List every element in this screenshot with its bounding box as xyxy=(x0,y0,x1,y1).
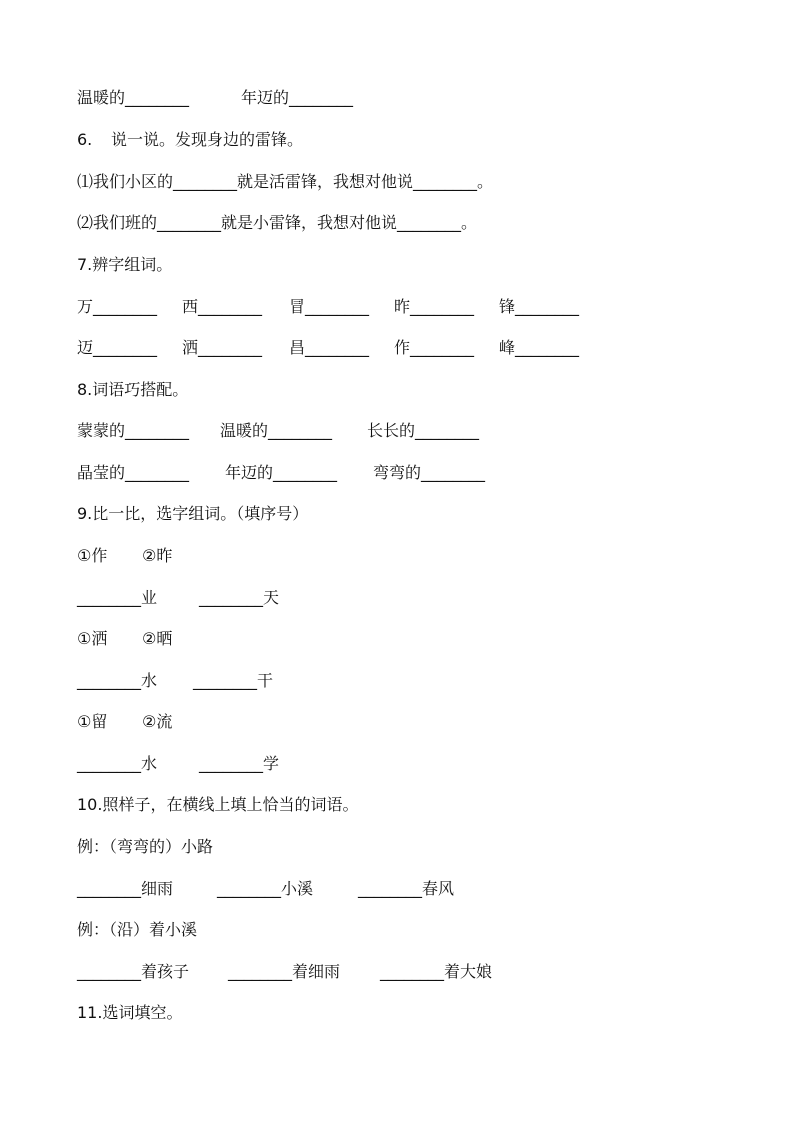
fill-blank: ________业 xyxy=(77,588,158,607)
fill-blank: ________水 xyxy=(77,671,158,690)
fill-blank: ________着孩子 xyxy=(77,962,190,981)
question-number: 6. xyxy=(77,130,93,149)
option-item: ②晒 xyxy=(142,629,173,648)
char-blank: 昨________ xyxy=(394,297,475,316)
blank-item: 温暖的________ xyxy=(77,88,190,107)
phrase-blank: 年迈的________ xyxy=(225,463,338,482)
fill-blank: ________干 xyxy=(193,671,274,690)
char-blank: 西________ xyxy=(182,297,263,316)
fill-blank: ________春风 xyxy=(358,879,455,898)
question-text: 说一说。发现身边的雷锋。 xyxy=(111,130,304,149)
char-blank: 万________ xyxy=(77,297,158,316)
option-item: ①作 xyxy=(77,546,108,565)
sentence-text: ⑴我们小区的________就是活雷锋，我想对他说________。 xyxy=(77,172,494,191)
phrase-blank: 晶莹的________ xyxy=(77,463,190,482)
option-item: ②昨 xyxy=(142,546,173,565)
fill-blank: ________学 xyxy=(199,754,280,773)
char-blank: 昌________ xyxy=(289,338,370,357)
example-text: 例：（沿）着小溪 xyxy=(77,920,198,939)
blank-item: 年迈的________ xyxy=(241,88,354,107)
phrase-blank: 弯弯的________ xyxy=(373,463,486,482)
question-text: 8.词语巧搭配。 xyxy=(77,380,189,399)
question-text: 10.照样子，在横线上填上恰当的词语。 xyxy=(77,795,359,814)
char-blank: 冒________ xyxy=(289,297,370,316)
phrase-blank: 蒙蒙的________ xyxy=(77,421,190,440)
fill-blank: ________着细雨 xyxy=(228,962,341,981)
question-text: 11.选词填空。 xyxy=(77,1003,183,1022)
fill-blank: ________水 xyxy=(77,754,158,773)
option-item: ①留 xyxy=(77,712,108,731)
option-item: ①洒 xyxy=(77,629,108,648)
char-blank: 迈________ xyxy=(77,338,158,357)
phrase-blank: 长长的________ xyxy=(367,421,480,440)
fill-blank: ________天 xyxy=(199,588,280,607)
option-item: ②流 xyxy=(142,712,173,731)
question-text: 7.辨字组词。 xyxy=(77,255,173,274)
fill-blank: ________着大娘 xyxy=(380,962,493,981)
char-blank: 洒________ xyxy=(182,338,263,357)
char-blank: 峰________ xyxy=(499,338,580,357)
sentence-text: ⑵我们班的________就是小雷锋，我想对他说________。 xyxy=(77,213,478,232)
phrase-blank: 温暖的________ xyxy=(220,421,333,440)
fill-blank: ________小溪 xyxy=(217,879,314,898)
fill-blank: ________细雨 xyxy=(77,879,174,898)
question-text: 9.比一比，选字组词。（填序号） xyxy=(77,504,309,523)
char-blank: 作________ xyxy=(394,338,475,357)
char-blank: 锋________ xyxy=(499,297,580,316)
example-text: 例：（弯弯的）小路 xyxy=(77,837,214,856)
